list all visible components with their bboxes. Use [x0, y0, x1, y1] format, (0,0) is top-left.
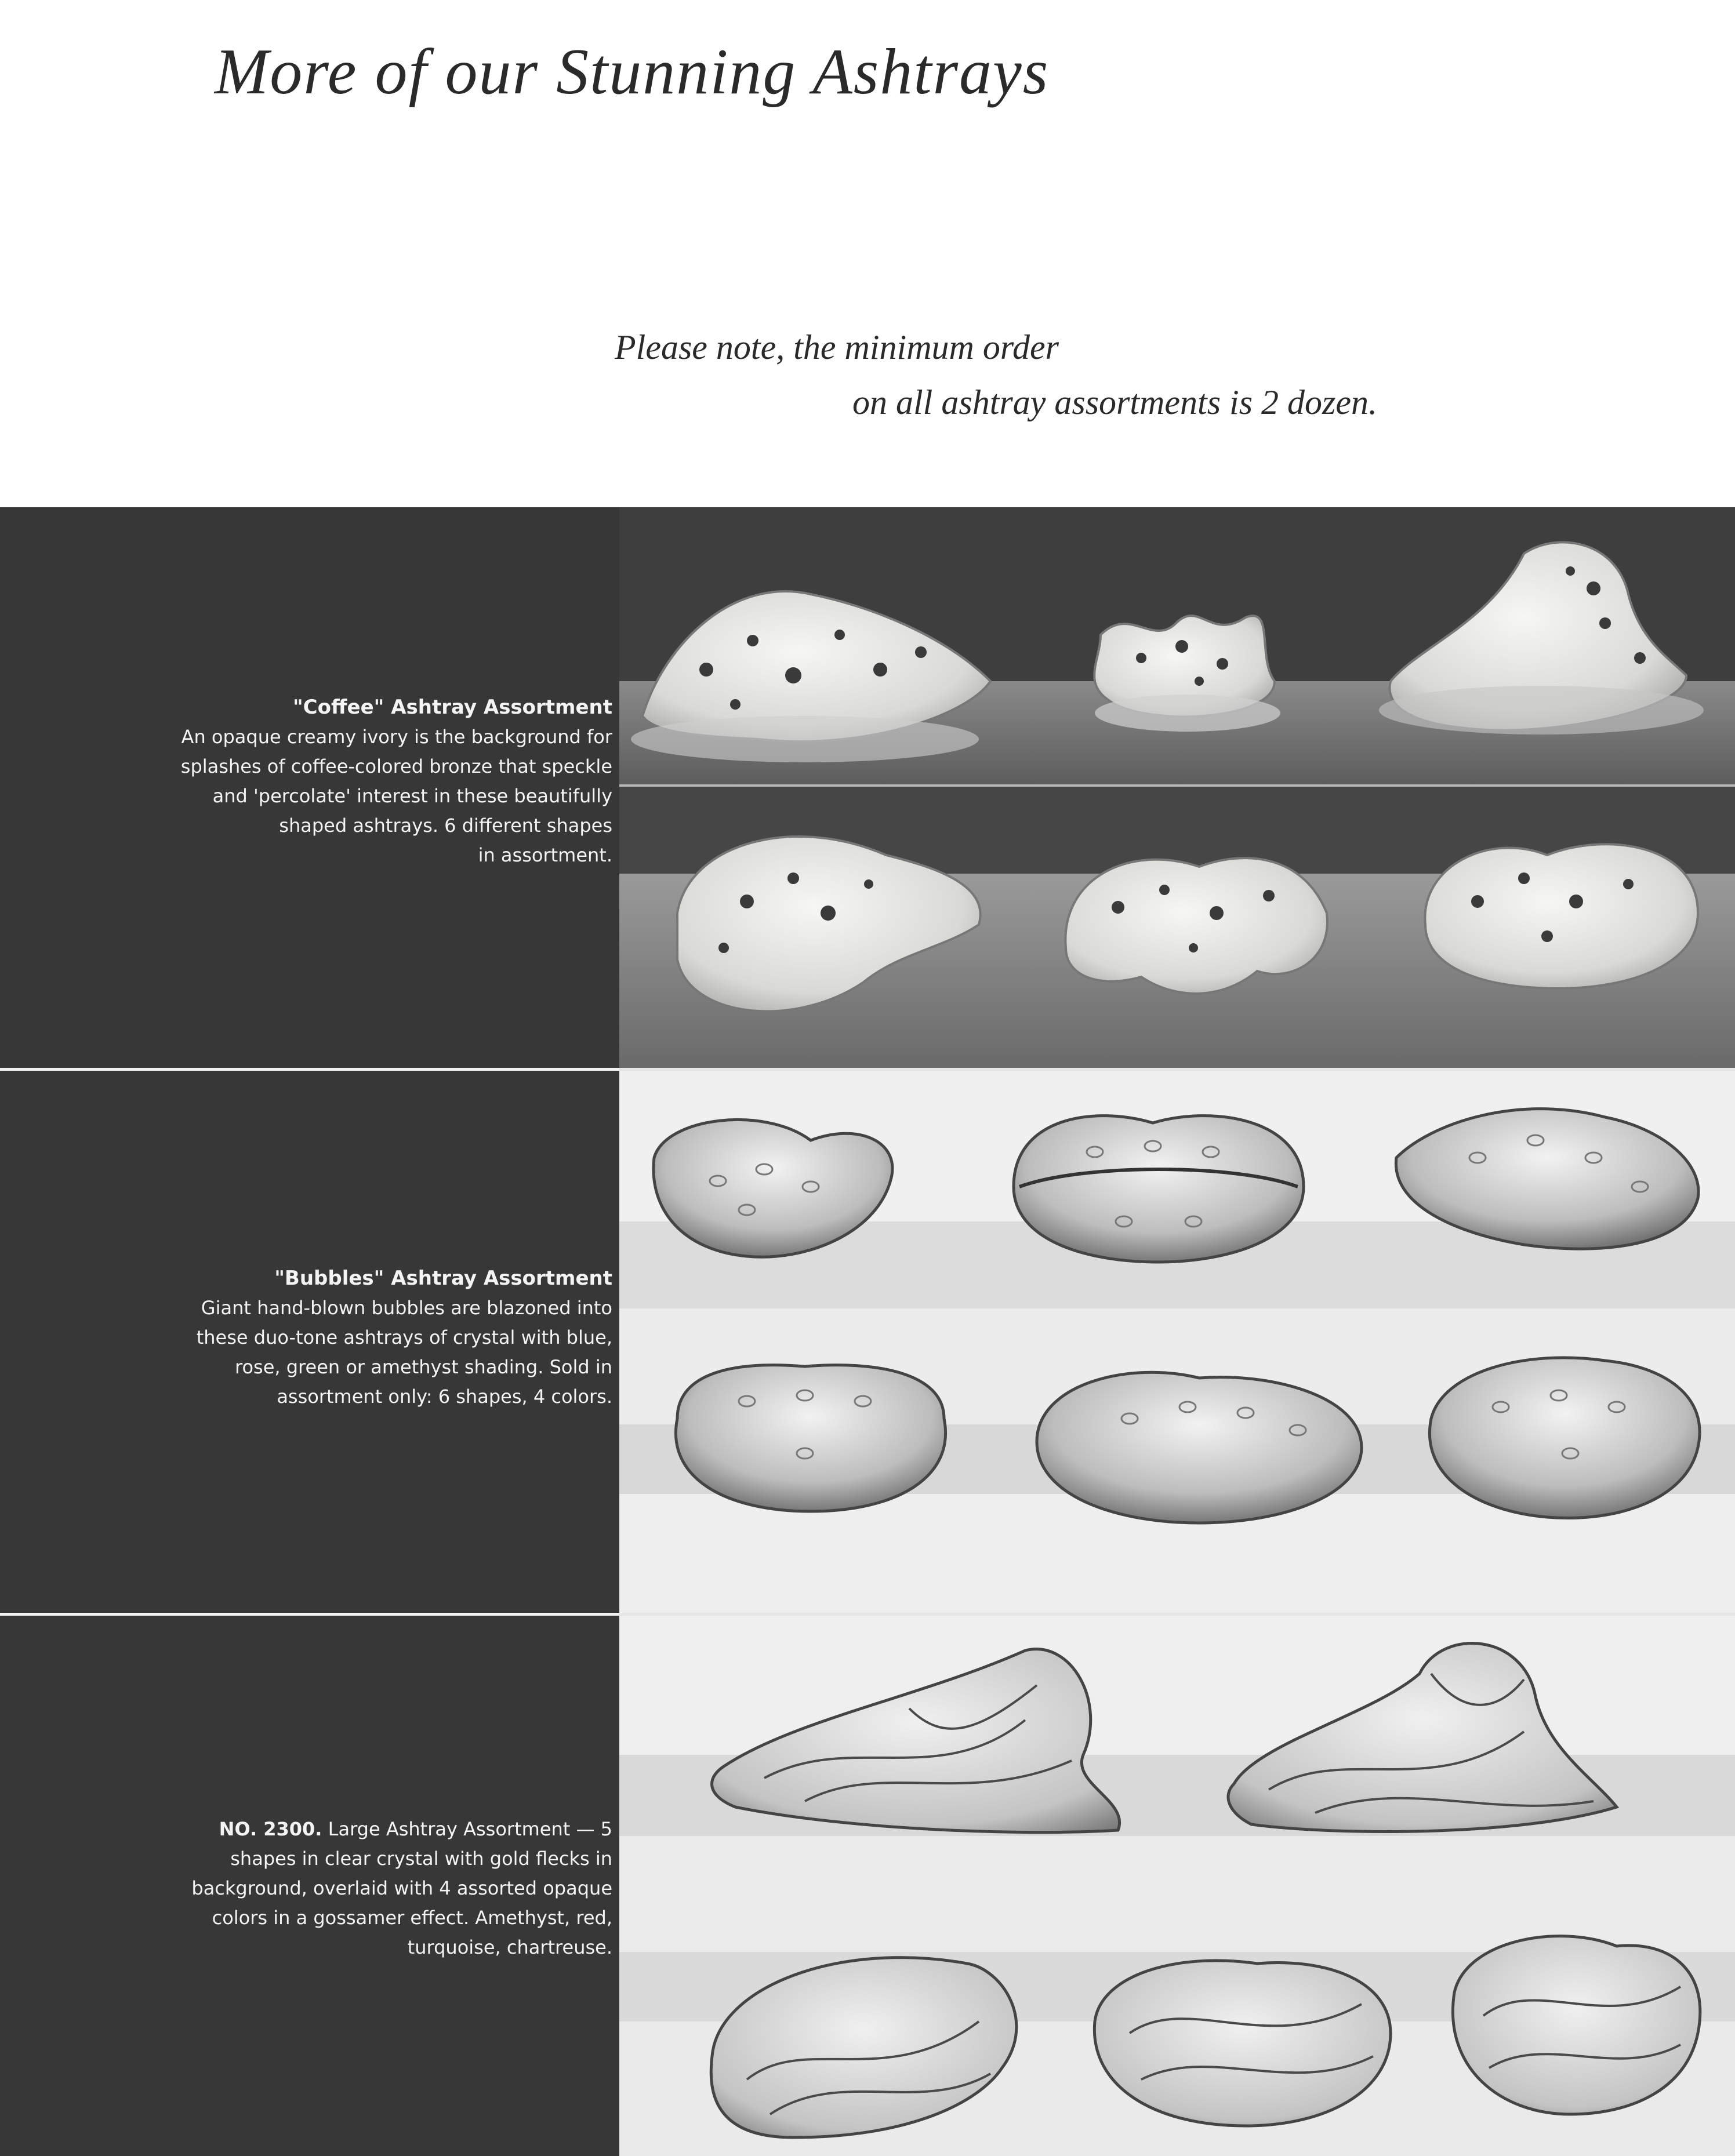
coffee-assortment-title: "Coffee" Ashtray Assortment [292, 696, 612, 719]
bubbles-ashtrays-photo [619, 1071, 1735, 1613]
desc-line-first [90, 1815, 612, 1844]
page-title: More of our Stunning Ashtrays [215, 36, 1050, 108]
coffee-ashtray-5 [1065, 858, 1327, 994]
large-ashtrays-photo [619, 1616, 1735, 2156]
bubbles-assortment-title: "Bubbles" Ashtray Assortment [274, 1267, 612, 1290]
bubbles-assortment-description [90, 1264, 612, 1412]
coffee-assortment-description [90, 693, 612, 870]
order-note-line-2: on all ashtray assortments is 2 dozen. [852, 383, 1378, 421]
desc-line: An opaque creamy ivory is the background for [181, 726, 612, 748]
large-ashtray-4 [1094, 1961, 1391, 2126]
bubbles-ashtray-2 [1014, 1116, 1304, 1262]
desc-line: turquoise, chartreuse. [407, 1936, 612, 1958]
coffee-ashtray-6 [1425, 844, 1698, 988]
coffee-ashtray-2 [1094, 616, 1280, 732]
desc-line: Giant hand-blown bubbles are blazoned into [201, 1297, 612, 1319]
bubbles-ashtray-5 [1037, 1372, 1362, 1523]
desc-line: shaped ashtrays. 6 different shapes [279, 815, 612, 837]
desc-line: in assortment. [478, 844, 612, 866]
desc-line: rose, green or amethyst shading. Sold in [235, 1356, 612, 1378]
desc-line: background, overlaid with 4 assorted opaque [191, 1877, 612, 1899]
desc-line: splashes of coffee-colored bronze that speckle [180, 755, 612, 777]
section-divider [0, 1068, 619, 1071]
section-divider [0, 1613, 619, 1616]
coffee-ashtrays-photo [619, 507, 1735, 1068]
desc-line: these duo-tone ashtrays of crystal with blue, [196, 1326, 612, 1348]
desc-line: Large Ashtray Assortment — 5 [328, 1818, 612, 1840]
desc-line: colors in a gossamer effect. Amethyst, red, [212, 1907, 612, 1929]
bubbles-ashtray-4 [676, 1365, 945, 1511]
order-note-line-1: Please note, the minimum order [615, 328, 1059, 366]
item-number: NO. 2300. [219, 1818, 322, 1840]
bubbles-ashtray-6 [1429, 1358, 1700, 1518]
desc-line: and 'percolate' interest in these beautifully [212, 785, 612, 807]
large-ashtray-5 [1453, 1936, 1700, 2114]
desc-line: shapes in clear crystal with gold flecks in [230, 1848, 612, 1870]
desc-line: assortment only: 6 shapes, 4 colors. [277, 1386, 612, 1408]
large-assortment-description [90, 1815, 612, 1962]
